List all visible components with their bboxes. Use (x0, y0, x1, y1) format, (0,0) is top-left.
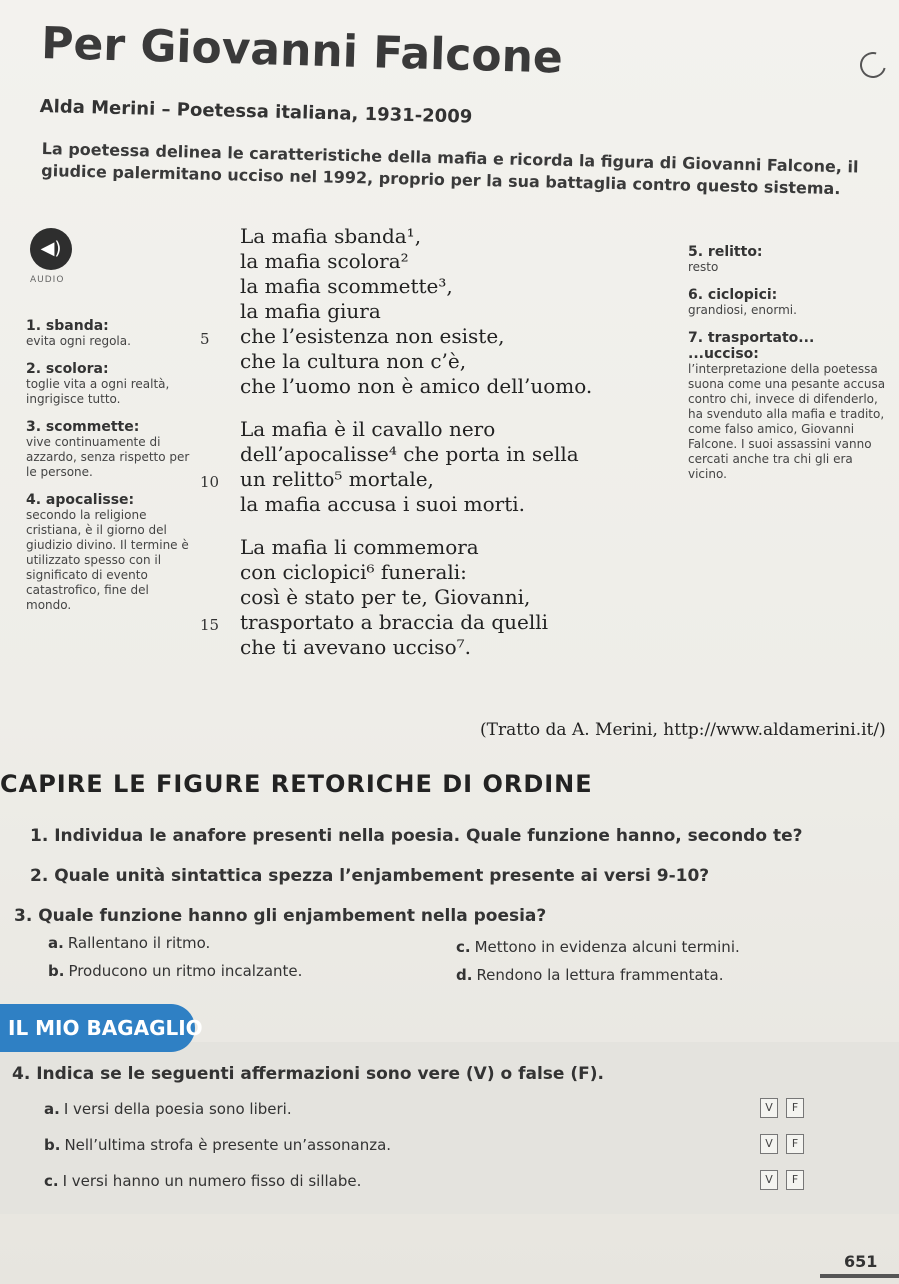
page-number: 651 (844, 1252, 878, 1271)
verse: che l’uomo non è amico dell’uomo. (240, 374, 593, 398)
stanza (200, 535, 592, 660)
stanza (200, 224, 593, 399)
option-d[interactable]: d. Rendono la lettura frammentata. (456, 966, 724, 984)
refresh-icon (855, 47, 891, 83)
statement-c: c. I versi hanno un numero fisso di sillabe. (44, 1172, 362, 1190)
intro-text: La poetessa delinea le caratteristiche della mafia e ricorda la figura di Giovanni Falcone, il giudice palermitano ucciso nel 1992, proprio per la sua battaglia contro questo sistema. (41, 138, 859, 199)
option-b[interactable]: b. Producono un ritmo incalzante. (48, 962, 303, 980)
verse: 15 trasportato a braccia da quelli (240, 610, 592, 635)
poem-body (200, 224, 593, 678)
verse: così è stato per te, Giovanni, (240, 585, 531, 609)
audio-label: AUDIO (30, 275, 65, 285)
verse: La mafia sbanda¹, (240, 224, 422, 248)
question-3: 3. Quale funzione hanno gli enjambement nella poesia? (14, 906, 547, 926)
author-line: Alda Merini – Poetessa italiana, 1931-2009 (39, 96, 473, 128)
verse: che ti avevano ucciso⁷. (240, 635, 471, 659)
vf-pair (752, 1168, 804, 1190)
stanza (200, 417, 592, 517)
line-number: 10 (200, 473, 220, 491)
footnote: 2. scolora: toglie vita a ogni realtà, ingrigisce tutto. (26, 361, 170, 406)
verse: la mafia accusa i suoi morti. (240, 492, 525, 516)
question-1: 1. Individua le anafore presenti nella poesia. Quale funzione hanno, secondo te? (30, 826, 803, 846)
footnote: 4. apocalisse: secondo la religione cristiana, è il giorno del giudizio divino. Il termine è utilizzato spesso con il significato di evento catastrofico, fine del mondo. (26, 492, 189, 612)
verse: La mafia è il cavallo nero (240, 417, 496, 441)
footnote: 7. trasportato... ...ucciso: l’interpretazione della poetessa suona come una pesante accusa contro chi, invece di difenderlo, ha svenduto alla mafia e tradito, come falso amico, Giovanni Falcone. I suoi assassini vanno cercati anche tra chi gli era vicino. (688, 330, 886, 481)
footnote: 3. scommette: vive continuamente di azzardo, senza rispetto per le persone. (26, 419, 190, 479)
false-checkbox[interactable]: F (786, 1170, 804, 1190)
verse: La mafia li commemora (240, 535, 479, 559)
verse: dell’apocalisse⁴ che porta in sella (240, 442, 579, 466)
footnote: 1. sbanda: evita ogni regola. (26, 318, 131, 348)
verse: con ciclopici⁶ funerali: (240, 560, 467, 584)
footnote: 5. relitto: resto (688, 244, 763, 274)
page-number-rule (820, 1274, 899, 1278)
section-title: CAPIRE LE FIGURE RETORICHE DI ORDINE (0, 770, 593, 798)
speaker-icon[interactable]: ◀) (30, 228, 72, 270)
option-a[interactable]: a. Rallentano il ritmo. (48, 934, 211, 952)
vf-pair (752, 1132, 804, 1154)
option-c[interactable]: c. Mettono in evidenza alcuni termini. (456, 938, 740, 956)
question-4: 4. Indica se le seguenti affermazioni sono vere (V) o false (F). (12, 1064, 604, 1084)
left-footnotes (26, 318, 196, 625)
verse: la mafia giura (240, 299, 381, 323)
false-checkbox[interactable]: F (786, 1134, 804, 1154)
verse: la mafia scolora² (240, 249, 409, 273)
true-checkbox[interactable]: V (760, 1098, 778, 1118)
statement-b: b. Nell’ultima strofa è presente un’assonanza. (44, 1136, 392, 1154)
verse: la mafia scommette³, (240, 274, 453, 298)
true-checkbox[interactable]: V (760, 1134, 778, 1154)
footnote: 6. ciclopici: grandiosi, enormi. (688, 287, 797, 317)
verse: 5 che l’esistenza non esiste, (240, 324, 592, 349)
poem-title: Per Giovanni Falcone (40, 18, 564, 84)
line-number: 5 (200, 330, 210, 348)
verse: 10 un relitto⁵ mortale, (240, 467, 592, 492)
line-number: 15 (200, 616, 220, 634)
false-checkbox[interactable]: F (786, 1098, 804, 1118)
question-2: 2. Quale unità sintattica spezza l’enjambement presente ai versi 9-10? (30, 866, 710, 886)
section-tag: IL MIO BAGAGLIO (0, 1004, 195, 1052)
source-citation: (Tratto da A. Merini, http://www.aldamerini.it/) (480, 720, 886, 740)
right-footnotes (688, 244, 888, 494)
verse: che la cultura non c’è, (240, 349, 467, 373)
statement-a: a. I versi della poesia sono liberi. (44, 1100, 292, 1118)
vf-pair (752, 1096, 804, 1118)
true-checkbox[interactable]: V (760, 1170, 778, 1190)
